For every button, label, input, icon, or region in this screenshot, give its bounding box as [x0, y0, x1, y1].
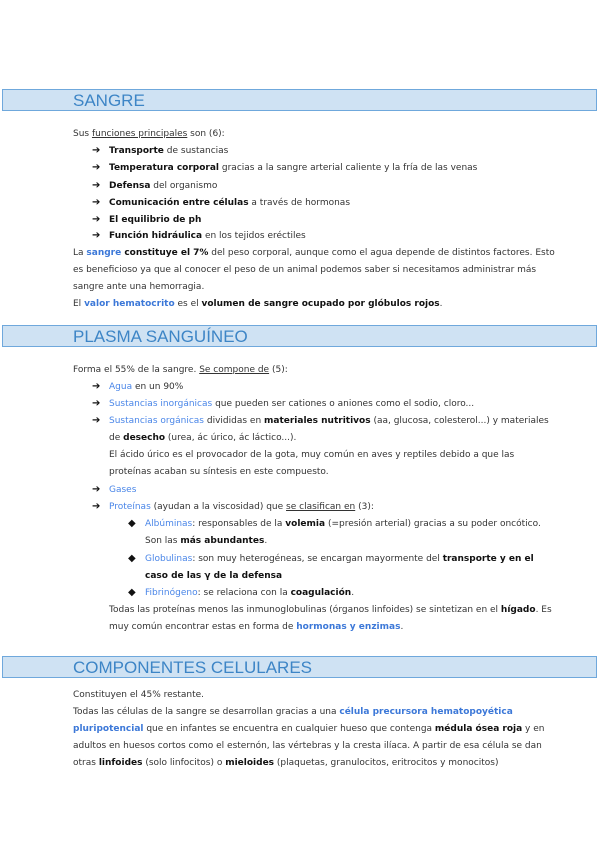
list-item-gases: Gases [109, 485, 137, 495]
section-title: COMPONENTES CELULARES [73, 658, 312, 677]
section-title: PLASMA SANGUÍNEO [73, 327, 248, 346]
arrow-icon: ➔ [92, 415, 101, 426]
sublist-item-albuminas: Albúminas: responsables de la volemia (=presión arterial) gracias a su poder oncótico. [145, 519, 541, 529]
componentes-line-3: pluripotencial que en infantes se encuentra en cualquier hueso que contenga médula ósea roja y en [73, 724, 545, 734]
sangre-paragraph-1: La sangre constituye el 7% del peso corporal, aunque como el agua depende de distintos factores. Esto [73, 248, 555, 258]
componentes-line-5: otras linfoides (solo linfocitos) o mieloides (plaquetas, granulocitos, eritrocitos y monocitos) [73, 758, 499, 768]
organicas-line-4: proteínas acaban su síntesis en este compuesto. [109, 467, 329, 477]
list-item: Defensa del organismo [109, 181, 218, 191]
section-header-componentes [2, 656, 597, 678]
arrow-icon: ➔ [92, 145, 101, 156]
diamond-bullet-icon: ◆ [128, 587, 136, 598]
arrow-icon: ➔ [92, 398, 101, 409]
section-header-sangre [2, 89, 597, 111]
list-item-proteinas: Proteínas (ayudan a la viscosidad) que se clasifican en (3): [109, 502, 374, 512]
sangre-paragraph-2: El valor hematocrito es el volumen de sangre ocupado por glóbulos rojos. [73, 299, 443, 309]
list-item-agua: Agua en un 90% [109, 382, 184, 392]
proteinas-note-line-1: Todas las proteínas menos las inmunoglobulinas (órganos linfoides) se sintetizan en el hígado. Es [109, 605, 552, 615]
list-item: Transporte de sustancias [109, 146, 229, 156]
arrow-icon: ➔ [92, 501, 101, 512]
organicas-line-2: de desecho (urea, ác úrico, ác láctico...). [109, 433, 297, 443]
arrow-icon: ➔ [92, 214, 101, 225]
diamond-bullet-icon: ◆ [128, 553, 136, 564]
sangre-paragraph-1-line-3: sangre ante una hemorragia. [73, 282, 205, 292]
sublist-item-fibrinogeno: Fibrinógeno: se relaciona con la coagulación. [145, 588, 355, 598]
arrow-icon: ➔ [92, 162, 101, 173]
section-title: SANGRE [73, 91, 145, 110]
list-item-inorganicas: Sustancias inorgánicas que pueden ser cationes o aniones como el sodio, cloro... [109, 399, 475, 409]
sangre-paragraph-1-line-2: es beneficioso ya que al conocer el peso de un animal podemos saber si necesitamos administrar más [73, 265, 537, 275]
arrow-icon: ➔ [92, 381, 101, 392]
sangre-intro: Sus funciones principales son (6): [73, 129, 225, 139]
globulinas-line-2: caso de las γ de la defensa [145, 571, 283, 581]
list-item: Comunicación entre células a través de hormonas [109, 198, 351, 208]
arrow-icon: ➔ [92, 180, 101, 191]
plasma-intro: Forma el 55% de la sangre. Se compone de (5): [73, 365, 288, 375]
list-item-organicas: Sustancias orgánicas divididas en materiales nutritivos (aa, glucosa, colesterol...) y materiales [109, 416, 549, 426]
proteinas-note-line-2: muy común encontrar estas en forma de hormonas y enzimas. [109, 622, 404, 632]
list-item: El equilibrio de ph [109, 215, 202, 225]
list-item: Función hidráulica en los tejidos eréctiles [109, 231, 306, 241]
componentes-line-1: Constituyen el 45% restante. [73, 690, 205, 700]
albuminas-line-2: Son las más abundantes. [145, 536, 268, 546]
diamond-bullet-icon: ◆ [128, 518, 136, 529]
list-item: Temperatura corporal gracias a la sangre arterial caliente y la fría de las venas [109, 163, 478, 173]
componentes-line-2: Todas las células de la sangre se desarrollan gracias a una célula precursora hematopoyética [73, 707, 513, 717]
arrow-icon: ➔ [92, 230, 101, 241]
componentes-line-4: adultos en huesos cortos como el esternón, las vértebras y la cresta ilíaca. A partir de esa célula se dan [73, 741, 542, 751]
sublist-item-globulinas: Globulinas: son muy heterogéneas, se encargan mayormente del transporte y en el [145, 554, 534, 564]
arrow-icon: ➔ [92, 484, 101, 495]
arrow-icon: ➔ [92, 197, 101, 208]
section-header-plasma [2, 325, 597, 347]
organicas-line-3: El ácido úrico es el provocador de la gota, muy común en aves y reptiles debido a que las [109, 450, 515, 460]
